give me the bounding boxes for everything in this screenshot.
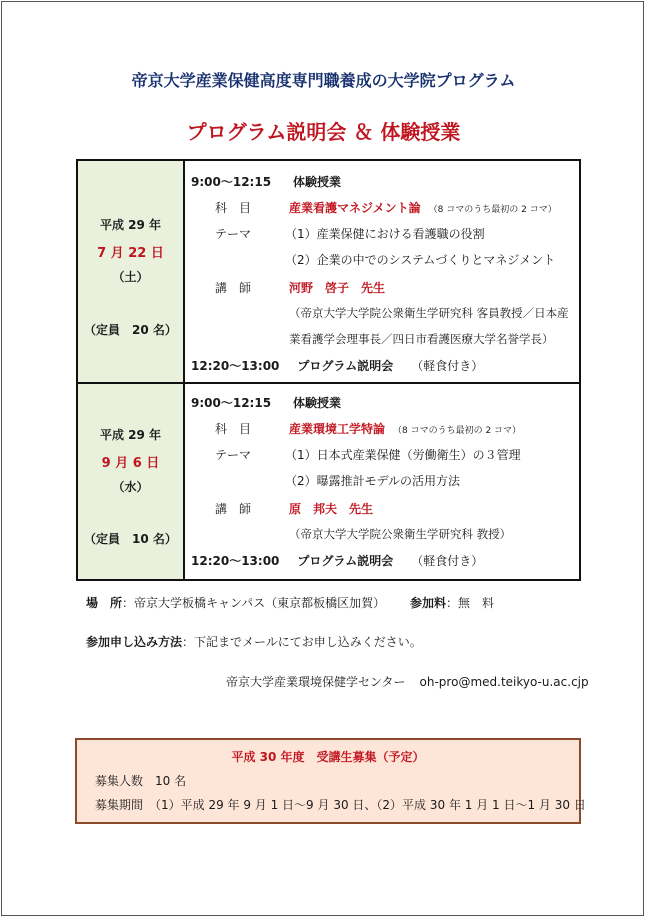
- lecturer-label: 講 師: [215, 502, 252, 516]
- venue-label: 場 所: [86, 596, 123, 610]
- session-row-1: [78, 161, 579, 384]
- lesson-label: 体験授業: [293, 396, 342, 410]
- subject-label: 科 目: [215, 422, 252, 436]
- month-day: 7 月 22 日: [97, 246, 164, 261]
- recruitment-period: 募集期間 （1）平成 29 年 9 月 1 日～9 月 30 日、（2）平成 30 年 1 月 1 日～1 月 30 日: [95, 798, 586, 812]
- era-year: 平成 29 年: [99, 218, 162, 232]
- detail-cell-1: [191, 161, 579, 382]
- lesson-time: 9:00～12:15: [191, 175, 272, 189]
- weekday: （水）: [112, 480, 149, 494]
- theme-label: テーマ: [215, 448, 252, 462]
- session-row-2: [78, 384, 579, 579]
- lecturer-affiliation: （帝京大学大学院公衆衛生学研究科 教授）: [289, 527, 512, 541]
- apply-label: 参加申し込み方法: [86, 635, 183, 649]
- recruitment-heading: 平成 30 年度 受講生募集（予定）: [231, 750, 425, 764]
- date-cell-1: [78, 161, 185, 382]
- fee-value: ：無 料: [446, 596, 495, 610]
- date-cell-2: [78, 384, 185, 579]
- lecturer-name: 河野 啓子 先生: [289, 281, 386, 295]
- briefing-label: プログラム説明会: [297, 554, 394, 568]
- lesson-label: 体験授業: [293, 175, 342, 189]
- theme-label: テーマ: [215, 227, 252, 241]
- subject-note: （8 コマのうち最初の 2 コマ）: [393, 426, 522, 436]
- lecturer-label: 講 師: [215, 281, 252, 295]
- theme-item: （1）産業保健における看護職の役割: [285, 227, 485, 241]
- subject-name: 産業環境工学特論: [289, 422, 386, 436]
- contact-line: [226, 673, 589, 690]
- briefing-time: 12:20～13:00: [191, 554, 280, 568]
- briefing-line: [191, 552, 483, 569]
- lecturer-affiliation: （帝京大学大学院公衆衛生学研究科 客員教授／日本産: [289, 306, 569, 320]
- subject-name: 産業看護マネジメント論: [289, 201, 421, 215]
- theme-item: （1）日本式産業保健（労働衛生）の３管理: [285, 448, 521, 462]
- subject-label: 科 目: [215, 201, 252, 215]
- detail-cell-2: [191, 384, 579, 579]
- weekday: （土）: [112, 270, 149, 284]
- fee-line: [410, 594, 494, 611]
- contact-email[interactable]: oh-pro@med.teikyo-u.ac.cjp: [419, 675, 589, 689]
- fee-label: 参加料: [410, 596, 447, 610]
- apply-value: ：下記までメールにてお申し込みください。: [182, 635, 422, 649]
- subject-note: （8 コマのうち最初の 2 コマ）: [428, 205, 557, 215]
- venue-value: ：帝京大学板橋キャンパス（東京都板橋区加賀）: [122, 596, 386, 610]
- contact-org: 帝京大学産業環境保健学センター: [226, 675, 406, 689]
- subject-line: [289, 420, 521, 437]
- theme-item: （2）曝露推計モデルの活用方法: [285, 474, 461, 488]
- briefing-line: [191, 357, 483, 374]
- era-year: 平成 29 年: [99, 428, 162, 442]
- lesson-time: 9:00～12:15: [191, 396, 272, 410]
- briefing-note: （軽食付き）: [411, 554, 484, 568]
- recruitment-box: [75, 738, 586, 824]
- lesson-line: [191, 173, 341, 190]
- theme-item: （2）企業の中でのシステムづくりとマネジメント: [285, 253, 556, 267]
- capacity: （定員 20 名）: [84, 323, 177, 337]
- month-day: 9 月 6 日: [101, 456, 160, 471]
- briefing-time: 12:20～13:00: [191, 359, 280, 373]
- schedule-table: [76, 159, 581, 581]
- capacity: （定員 10 名）: [84, 532, 177, 546]
- apply-line: [86, 633, 422, 650]
- lesson-line: [191, 394, 341, 411]
- recruitment-count: 募集人数 10 名: [95, 774, 187, 788]
- subject-line: [289, 199, 557, 216]
- event-title: プログラム説明会 ＆ 体験授業: [186, 120, 461, 144]
- venue-line: [86, 594, 385, 611]
- program-title: 帝京大学産業保健高度専門職養成の大学院プログラム: [131, 71, 516, 90]
- lecturer-affiliation: 業看護学会理事長／四日市看護医療大学名誉学長）: [289, 332, 554, 346]
- lecturer-name: 原 邦夫 先生: [289, 502, 374, 516]
- briefing-label: プログラム説明会: [297, 359, 394, 373]
- briefing-note: （軽食付き）: [411, 359, 484, 373]
